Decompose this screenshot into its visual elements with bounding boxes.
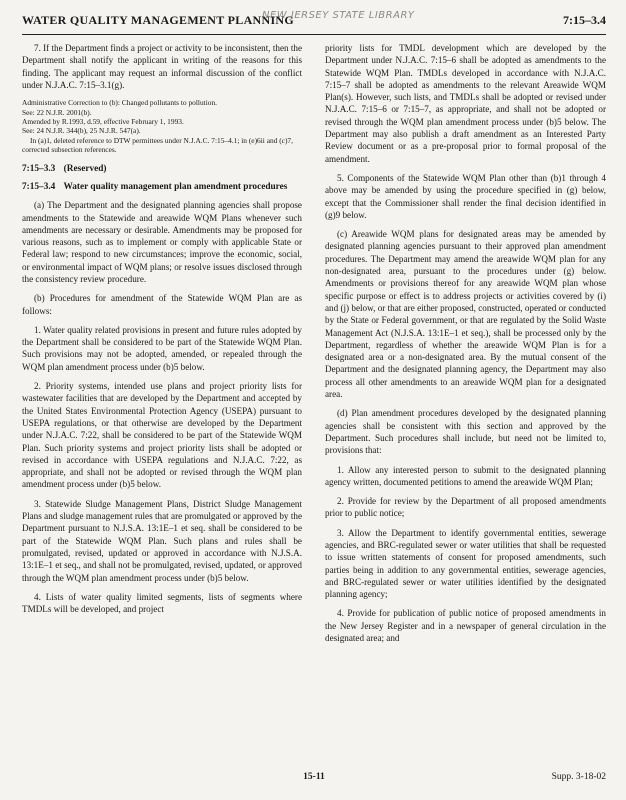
page-number: 15-11 [303,772,325,782]
paragraph: 1. Water quality related provisions in present and future rules adopted by the Department shall be considered to be part of the Statewide WQM Plan. Such provisions may not be adopted, amended, or repealed through the WQM plan amendment process under (b)5 below. [22,324,302,372]
section-heading [22,181,302,193]
paragraph: 4. Provide for publication of public notice of proposed amendments in the New Jersey Register and in a newspaper of general circulation in the designated area; and [325,608,606,644]
paragraph: (c) Areawide WQM plans for designated areas may be amended by designated planning agencies pursuant to their approved plan amendment procedures. The Department may amend the areawide WQM plan for any non-designated area, pursuant to the procedures under (g) below. Amendments or provisions thereof for any areawide WQM plan whose specific purpose or effect is to address projects or activities covered by (i) and (j) below, or that are either proposed, constructed, operated or conducted by the State or Federal government, or that are regulated by the Solid Waste Management Act (N.J.S.A. 13:1E–1 et seq.), shall be processed only by the Department, regardless of whether the areawide WQM Plan is for a designated area or a non-designated area. By the mutual consent of the Department and the designated planning agency, the Department may also process all other amendments to an areawide WQM plan for a designated area. [325,229,606,400]
paragraph: (d) Plan amendment procedures developed by the designated planning agencies shall be consistent with this section and approved by the Department. Such procedures shall include, but need not be limited to, provisions that: [325,408,606,456]
history-line: See: 24 N.J.R. 344(b), 25 N.J.R. 547(a). [22,126,141,136]
paragraph: priority lists for TMDL development which are developed by the Department under N.J.A.C. 7:15–6 shall be adopted as amendments to the Statewide WQM Plan. TMDLs developed in accordance with N.J.A.C. 7:15–7 shall be adopted as amendments to the relevant Areawide WQM Plan(s). However, such lists, and TMDLs shall be adopted or revised under N.J.A.C. 7:15–6 or 7:15–7, as appropriate, and shall not be adopted or revised through the WQM plan amendment process under (b)5 below. The Department may also publish a draft amendment as an Interested Party Review document or as a pre-proposal prior to formal proposal of the amendment. [325,43,606,164]
paragraph: (a) The Department and the designated planning agencies shall propose amendments to the Statewide and areawide WQM Plans whenever such amendments are necessary or desirable. Amendments may be proposed for various reasons, such as to implement or comply with applicable State or Federal law; respond to new circumstances; improve the economic, social, or environmental impact of WQM plans; or resolve issues disclosed through the consistency review procedure. [22,200,302,284]
left-column [22,42,302,622]
paragraph: 2. Provide for review by the Department of all proposed amendments prior to public notice; [325,496,606,519]
running-header [22,10,606,35]
paragraph: (b) Procedures for amendment of the Statewide WQM Plan are as follows: [22,293,302,316]
paragraph: 1. Allow any interested person to submit to the designated planning agency written, documented petitions to amend the areawide WQM Plan; [325,464,606,487]
page-footer [22,772,606,788]
paragraph: 4. Lists of water quality limited segments, lists of segments where TMDLs will be developed, and project [22,591,302,615]
paragraph: 7. If the Department finds a project or activity to be inconsistent, then the Department shall notify the applicant in writing of the reasons for this finding. The applicant may request an informal discussion of the conflict under N.J.A.C. 7:15–3.1(g). [22,43,302,90]
history-note [22,98,302,154]
header-section-number: 7:15–3.4 [563,13,606,27]
paragraph: 3. Allow the Department to identify governmental entities, sewerage agencies, and BRC-regulated sewer or water utilities that shall be requested to issue written statements of consent for proposed amendments, such parties being in addition to any governmental entities, sewerage agencies, and BRC-regulated sewer or water utilities identified by the designated planning agency; [325,527,606,600]
section-number: 7:15–3.4 [22,181,56,192]
library-stamp: NEW JERSEY STATE LIBRARY [262,10,415,21]
history-line: In (a)1, deleted reference to DTW permittees under N.J.A.C. 7:15–4.1; in (e)6ii and (c)7, corrected subsection references. [22,135,293,155]
history-line: Amended by R.1993, d.59, effective February 1, 1993. [22,117,184,126]
section-heading [22,163,302,175]
section-number: 7:15–3.3 [22,163,56,174]
history-line: See: 22 N.J.R. 2001(b). [22,107,92,117]
header-title: WATER QUALITY MANAGEMENT PLANNING [22,13,295,27]
paragraph: 3. Statewide Sludge Management Plans, District Sludge Management Plans and sludge management rules that are promulgated or approved by the Department pursuant to N.J.S.A. 13:1E–1 et seq. shall be considered to be part of the Statewide WQM Plan. Such plans and rules shall be promulgated, revised, updated or approved in accordance with N.J.S.A. 13:1E–1 et seq., and shall not be promulgated, revised, updated, or approved through the WQM plan amendment process under (b)5 below. [22,498,302,583]
right-column [325,42,606,651]
history-line: Administrative Correction to (b): Changed pollutants to pollution. [22,98,218,108]
paragraph: 2. Priority systems, intended use plans and project priority lists for wastewater facilities that are developed by the Department and accepted by the United States Environmental Protection Agency (USEPA) pursuant to USEPA regulations, or that otherwise are developed by the Department under N.J.A.C. 7:22, shall be considered to be part of the Statewide WQM Plan. Such priority systems and project priority lists shall be adopted or revised in accordance with USEPA regulations and N.J.A.C. 7:22, as appropriate, and shall not be adopted or revised through the WQM plan amendment process under (b)5 below. [22,381,302,490]
section-title: (Reserved) [63,163,107,174]
paragraph: 5. Components of the Statewide WQM Plan other than (b)1 through 4 above may be amended by using the procedure specified in (g) below, except that the Commissioner shall render the final decision identified in (g)9 below. [325,172,606,220]
section-title: Water quality management plan amendment procedures [63,181,288,192]
supplement-date: Supp. 3-18-02 [551,772,606,782]
